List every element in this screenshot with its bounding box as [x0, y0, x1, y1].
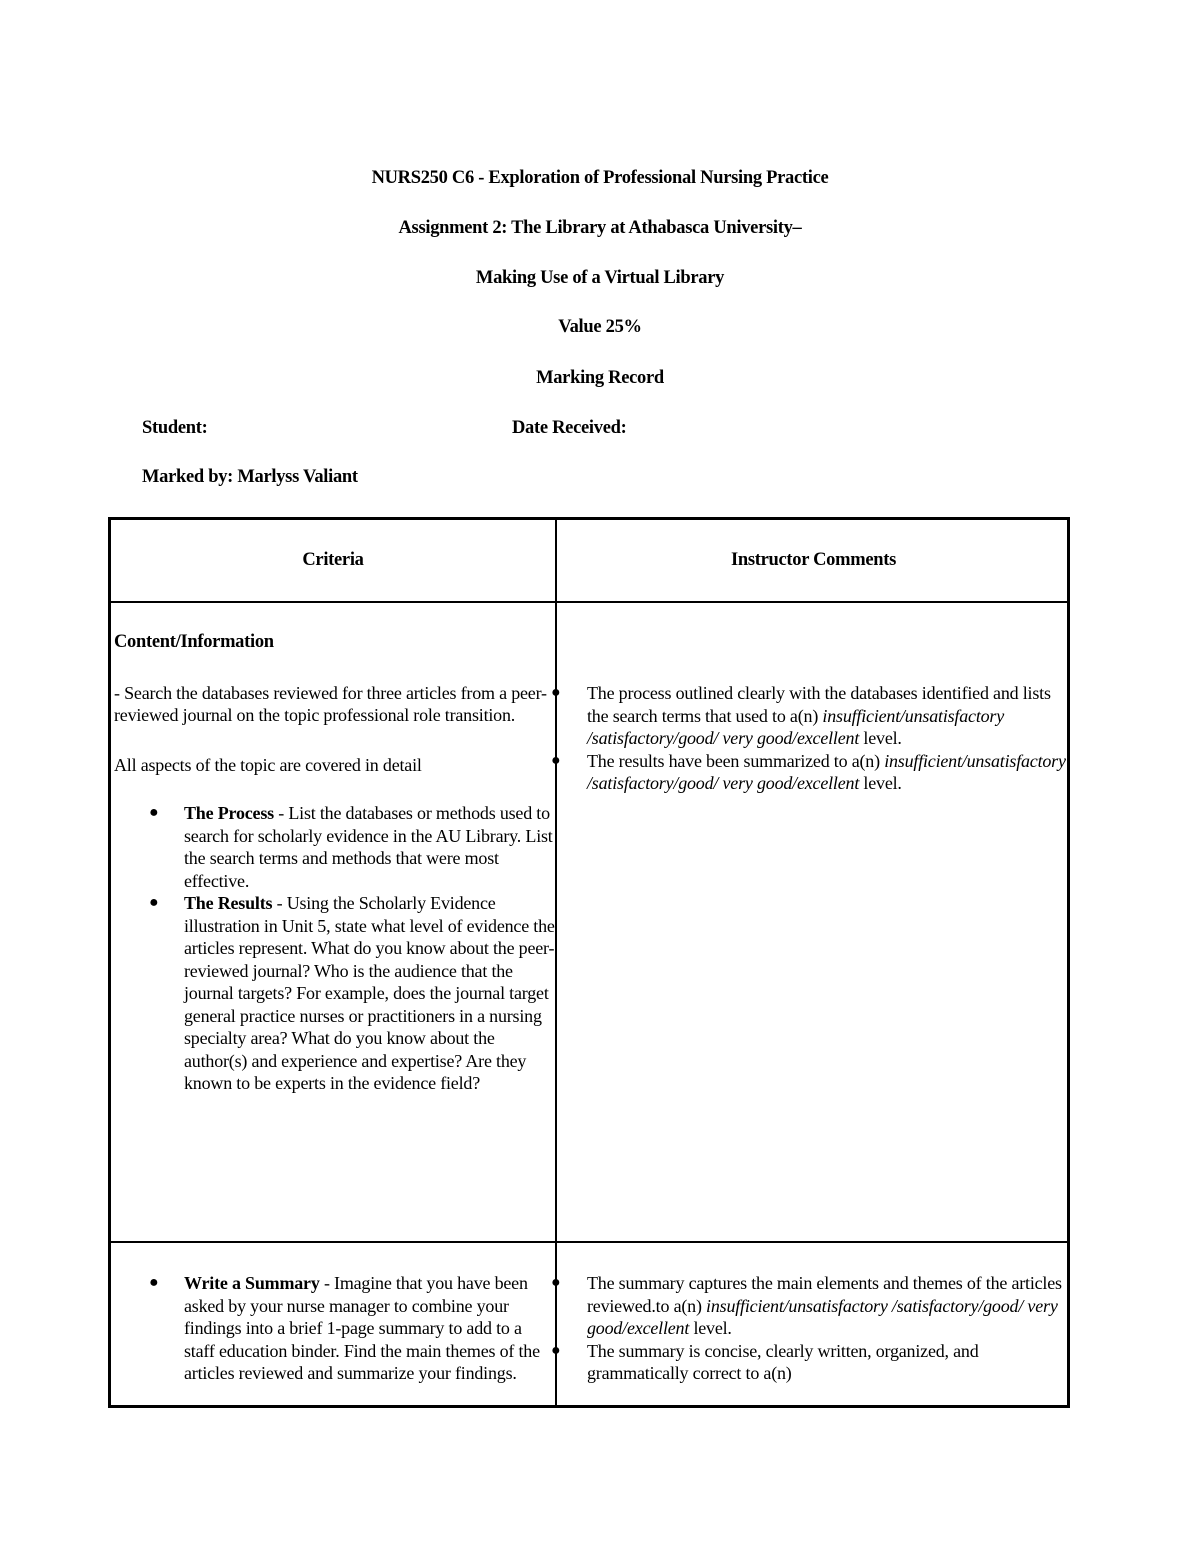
comments-cell-content	[551, 1272, 1068, 1405]
bullet-icon: ●	[551, 751, 561, 769]
rating-scale: insufficient/unsatisfactory /satisfactory/good/ very good/excellent	[587, 705, 1005, 748]
section-title: Content/Information	[114, 632, 274, 652]
list-item	[114, 1272, 556, 1385]
course-title: NURS250 C6 - Exploration of Professional Nursing Practice	[371, 168, 829, 188]
rating-scale: insufficient/unsatisfactory /satisfactory/good/ very good/excellent	[587, 1295, 1058, 1338]
comment-text: The results have been summarized to a(n)	[587, 750, 885, 771]
item-heading: The Results	[184, 893, 273, 913]
criteria-column-header: Criteria	[302, 550, 364, 570]
comments-list	[551, 682, 1068, 795]
assignment-subtitle: Making Use of a Virtual Library	[475, 268, 725, 288]
row-divider	[111, 1241, 1067, 1243]
comment-text: The summary is concise, clearly written, organized, and grammatically correct to a(n)	[587, 1340, 979, 1383]
comment-text: level.	[689, 1318, 732, 1338]
bullet-icon: ●	[551, 684, 561, 701]
list-item	[551, 1272, 1068, 1340]
item-heading: Write a Summary	[184, 1273, 320, 1293]
rating-scale: insufficient/unsatisfactory /satisfactory/good/ very good/excellent	[587, 750, 1066, 793]
item-heading: The Process	[184, 803, 274, 823]
marked-by-label: Marked by: Marlyss Valiant	[142, 467, 358, 487]
student-label: Student:	[142, 418, 208, 438]
comments-list	[551, 1272, 1068, 1385]
criteria-paragraph: All aspects of the topic are covered in detail	[114, 754, 422, 775]
marking-table	[108, 517, 1070, 1408]
criteria-cell-content	[114, 631, 556, 1095]
criteria-list	[114, 1272, 556, 1385]
list-item	[114, 802, 556, 892]
bullet-icon: ●	[149, 804, 159, 821]
comment-text: The summary captures the main elements and themes of the articles reviewed.to a(n)	[587, 1273, 1062, 1316]
header-row-divider	[111, 601, 1067, 603]
list-item	[551, 682, 1068, 750]
list-item	[114, 892, 556, 1095]
list-item	[551, 750, 1068, 795]
comments-cell-content	[551, 682, 1068, 795]
bullet-icon: ●	[551, 1274, 561, 1291]
item-text: - Imagine that you have been asked by your nurse manager to combine your findings into a brief 1-page summary to add to a staff education binder. Find the main themes of the articles reviewed and summarize your findings.	[184, 1273, 540, 1383]
bullet-icon: ●	[551, 1341, 561, 1359]
criteria-cell-content	[114, 1272, 556, 1405]
date-received-label: Date Received:	[512, 418, 627, 438]
assignment-title: Assignment 2: The Library at Athabasca University–	[398, 218, 802, 238]
bullet-icon: ●	[149, 1274, 159, 1291]
bullet-icon: ●	[149, 894, 159, 911]
assignment-value: Value 25%	[558, 317, 642, 337]
marking-record-title: Marking Record	[536, 368, 664, 388]
comment-text: The process outlined clearly with the databases identified and lists the search terms that used to a(n)	[587, 683, 1051, 726]
list-item	[551, 1340, 1068, 1385]
item-text: - List the databases or methods used to search for scholarly evidence in the AU Library. List the search terms and methods that were most effective.	[184, 803, 553, 891]
criteria-list	[114, 802, 556, 1095]
item-text: - Using the Scholarly Evidence illustration in Unit 5, state what level of evidence the articles represent. What do you know about the peer-reviewed journal? Who is the audience that the journal targets? For example, does the journal target general practice nurses or practitioners in a nursing specialty area? What do you know about the author(s) and experience and expertise? Are they known to be experts in the evidence field?	[184, 893, 555, 1093]
comment-text: level.	[859, 773, 902, 793]
comments-column-header: Instructor Comments	[730, 550, 897, 570]
comment-text: level.	[859, 728, 902, 748]
criteria-paragraph: - Search the databases reviewed for three articles from a peer-reviewed journal on the topic professional role transition.	[114, 682, 547, 725]
